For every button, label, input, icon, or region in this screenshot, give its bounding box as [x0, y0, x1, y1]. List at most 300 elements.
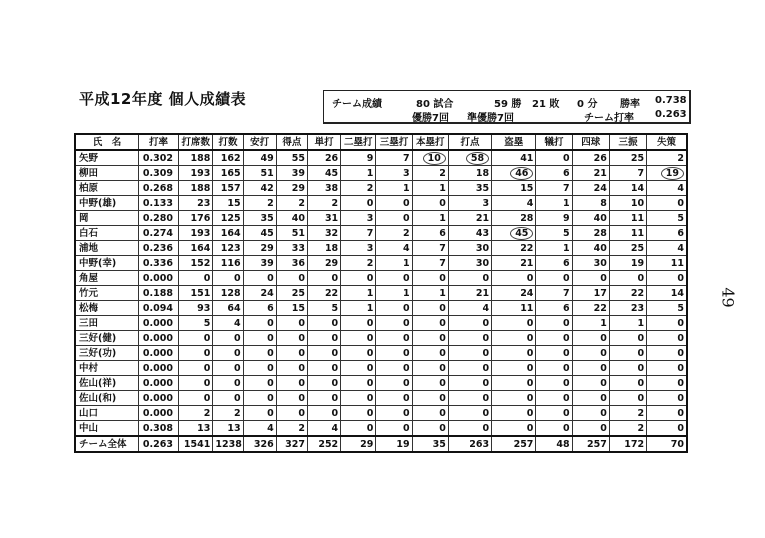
stat-cell: 0 [536, 150, 572, 166]
runner-ups-count: 準優勝7回 [467, 113, 514, 124]
stat-cell: 26 [572, 150, 609, 166]
stat-cell: 0 [572, 361, 609, 376]
stat-cell: 0 [376, 331, 412, 346]
stat-cell: 0.000 [138, 346, 178, 361]
stat-cell: 0 [448, 376, 491, 391]
stat-cell: 0 [276, 331, 307, 346]
player-name-cell: 竹元 [75, 286, 138, 301]
stat-cell: 1541 [179, 436, 213, 452]
stat-cell: 0 [412, 421, 448, 437]
stat-cell: 0 [412, 301, 448, 316]
stat-cell: 43 [448, 226, 491, 241]
stat-cell: 0 [572, 376, 609, 391]
stat-cell: 0 [536, 346, 572, 361]
player-row [75, 226, 687, 241]
stat-cell: 0 [307, 346, 340, 361]
stat-cell: 2 [412, 166, 448, 181]
stat-cell: 36 [276, 256, 307, 271]
stat-cell: 0 [276, 391, 307, 406]
stat-cell: 0 [341, 361, 376, 376]
stat-cell: 23 [179, 196, 213, 211]
stat-cell: 35 [448, 181, 491, 196]
stat-cell: 0 [243, 331, 276, 346]
stat-cell [412, 150, 448, 166]
stat-cell: 0 [448, 391, 491, 406]
stat-cell: 0 [448, 316, 491, 331]
win-rate-label: 勝率 [620, 99, 640, 110]
stat-cell: 42 [243, 181, 276, 196]
stat-cell: 19 [609, 256, 646, 271]
stat-cell: 0 [243, 361, 276, 376]
stat-cell: 0.188 [138, 286, 178, 301]
stat-cell: 0.000 [138, 331, 178, 346]
column-header: 単打 [307, 134, 340, 150]
stat-cell: 24 [572, 181, 609, 196]
stat-cell: 2 [341, 256, 376, 271]
stat-cell: 55 [276, 150, 307, 166]
stat-cell: 0 [376, 301, 412, 316]
stat-cell: 0 [647, 196, 687, 211]
stat-cell: 0 [492, 391, 536, 406]
stat-cell: 0 [412, 376, 448, 391]
page-number: 49 [718, 287, 738, 308]
stat-cell: 0.274 [138, 226, 178, 241]
stat-cell: 0.302 [138, 150, 178, 166]
stat-cell: 0 [213, 361, 243, 376]
player-name-cell: 松梅 [75, 301, 138, 316]
stat-cell: 0 [243, 346, 276, 361]
player-row [75, 331, 687, 346]
stat-cell: 2 [179, 406, 213, 421]
stat-cell: 0 [376, 346, 412, 361]
stat-cell: 0 [179, 391, 213, 406]
stat-cell: 18 [448, 166, 491, 181]
stat-cell: 0 [647, 331, 687, 346]
player-row [75, 391, 687, 406]
player-row [75, 421, 687, 437]
stat-cell: 257 [492, 436, 536, 452]
stat-cell: 13 [179, 421, 213, 437]
stat-cell: 30 [572, 256, 609, 271]
stat-cell: 0 [536, 391, 572, 406]
stat-cell: 0 [341, 331, 376, 346]
stat-cell: 0.268 [138, 181, 178, 196]
stat-cell: 128 [213, 286, 243, 301]
stat-cell: 0 [243, 406, 276, 421]
player-row [75, 181, 687, 196]
stat-cell: 2 [609, 421, 646, 437]
stat-cell: 0 [412, 316, 448, 331]
page-title: 平成12年度 個人成績表 [79, 90, 247, 108]
stat-cell: 0 [213, 271, 243, 286]
stat-cell: 2 [243, 196, 276, 211]
stat-cell: 0 [647, 391, 687, 406]
stat-cell: 5 [536, 226, 572, 241]
player-row [75, 286, 687, 301]
stat-cell: 0 [492, 421, 536, 437]
stat-cell: 21 [448, 286, 491, 301]
stat-cell: 1 [412, 211, 448, 226]
stat-cell: 13 [213, 421, 243, 437]
team-summary-box [323, 90, 691, 124]
stat-cell: 5 [307, 301, 340, 316]
stat-cell: 10 [609, 196, 646, 211]
games-count: 80 試合 [416, 99, 454, 110]
stat-cell: 0 [376, 376, 412, 391]
player-row [75, 271, 687, 286]
stat-cell: 0 [609, 331, 646, 346]
stat-cell: 0 [572, 271, 609, 286]
stat-cell: 0 [412, 391, 448, 406]
stat-cell: 0.263 [138, 436, 178, 452]
draws-count: 0 分 [577, 99, 598, 110]
stat-cell: 0 [647, 271, 687, 286]
stat-cell: 2 [376, 226, 412, 241]
stat-cell: 0 [572, 331, 609, 346]
player-row [75, 376, 687, 391]
column-header: 三塁打 [376, 134, 412, 150]
stat-cell: 25 [609, 150, 646, 166]
stat-cell: 0 [179, 346, 213, 361]
stat-cell: 0 [341, 316, 376, 331]
stat-cell: 0 [492, 406, 536, 421]
stat-cell: 25 [276, 286, 307, 301]
stat-cell: 0 [492, 361, 536, 376]
column-header: 得点 [276, 134, 307, 150]
stat-cell: 193 [179, 166, 213, 181]
stat-cell: 5 [647, 211, 687, 226]
stat-cell: 0.133 [138, 196, 178, 211]
stat-cell: 26 [307, 150, 340, 166]
championships-count: 優勝7回 [412, 113, 449, 124]
stat-cell: 0 [536, 331, 572, 346]
stat-cell: 151 [179, 286, 213, 301]
player-name-cell: 佐山(祥) [75, 376, 138, 391]
stat-cell: 0 [412, 331, 448, 346]
stat-cell: 11 [647, 256, 687, 271]
player-name-cell: 中山 [75, 421, 138, 437]
stat-cell: 0 [341, 196, 376, 211]
stat-cell: 0 [307, 316, 340, 331]
player-name-cell: 浦地 [75, 241, 138, 256]
stat-cell: 2 [307, 196, 340, 211]
stat-cell: 35 [243, 211, 276, 226]
stat-cell: 0 [307, 391, 340, 406]
stat-cell: 9 [341, 150, 376, 166]
stat-cell: 0 [536, 361, 572, 376]
stat-cell: 7 [412, 241, 448, 256]
stat-cell: 0 [448, 406, 491, 421]
stat-cell: 0 [243, 316, 276, 331]
stat-cell: 0.236 [138, 241, 178, 256]
stat-cell: 29 [341, 436, 376, 452]
stat-cell: 11 [609, 211, 646, 226]
circled-value: 45 [510, 227, 533, 240]
stat-cell: 0 [492, 316, 536, 331]
circled-value: 10 [423, 152, 446, 165]
stat-cell: 25 [609, 241, 646, 256]
stat-cell: 4 [647, 241, 687, 256]
stat-cell: 0 [213, 376, 243, 391]
player-row [75, 361, 687, 376]
player-row [75, 150, 687, 166]
stat-cell: 17 [572, 286, 609, 301]
column-header: 打席数 [179, 134, 213, 150]
player-name-cell: 中野(幸) [75, 256, 138, 271]
column-header: 安打 [243, 134, 276, 150]
stat-cell: 15 [213, 196, 243, 211]
stat-cell: 0 [412, 361, 448, 376]
stat-cell: 0 [412, 406, 448, 421]
stat-cell: 28 [492, 211, 536, 226]
player-name-cell: 中野(雄) [75, 196, 138, 211]
stat-cell: 1 [536, 196, 572, 211]
player-name-cell: 矢野 [75, 150, 138, 166]
stat-cell: 1 [572, 316, 609, 331]
stat-cell: 14 [647, 286, 687, 301]
stat-cell: 263 [448, 436, 491, 452]
player-name-cell: 三好(功) [75, 346, 138, 361]
stat-cell: 0 [341, 391, 376, 406]
stat-cell: 0 [572, 406, 609, 421]
stat-cell: 0 [179, 376, 213, 391]
stat-cell: 22 [492, 241, 536, 256]
stat-cell: 0 [609, 346, 646, 361]
stat-cell: 2 [276, 421, 307, 437]
batting-stats-table [74, 133, 688, 453]
stat-cell: 6 [243, 301, 276, 316]
stat-cell: 0 [412, 271, 448, 286]
stat-cell: 0 [609, 361, 646, 376]
stat-cell: 11 [492, 301, 536, 316]
stat-cell: 164 [213, 226, 243, 241]
stat-cell: 0 [376, 406, 412, 421]
stat-cell: 0.000 [138, 391, 178, 406]
team-average-label: チーム打率 [584, 113, 634, 124]
stat-cell: 0 [276, 361, 307, 376]
stat-cell: 33 [276, 241, 307, 256]
stat-cell: 0 [412, 196, 448, 211]
stat-cell: 0 [572, 421, 609, 437]
stat-cell: 19 [376, 436, 412, 452]
stat-cell: 0 [179, 361, 213, 376]
player-name-cell: 山口 [75, 406, 138, 421]
stat-cell: 0 [243, 271, 276, 286]
stat-cell: 6 [536, 301, 572, 316]
stat-cell: 49 [243, 150, 276, 166]
stat-cell: 0 [276, 316, 307, 331]
stat-cell: 0 [492, 346, 536, 361]
stat-cell: 0 [307, 271, 340, 286]
stat-cell: 29 [307, 256, 340, 271]
stat-cell: 28 [572, 226, 609, 241]
player-row [75, 211, 687, 226]
stat-cell: 0 [243, 376, 276, 391]
stat-cell: 0.000 [138, 361, 178, 376]
player-row [75, 346, 687, 361]
stat-cell: 0 [448, 331, 491, 346]
stat-cell: 30 [448, 256, 491, 271]
team-average-value: 0.263 [655, 109, 687, 120]
stat-cell: 7 [341, 226, 376, 241]
stat-cell: 7 [412, 256, 448, 271]
stat-cell: 35 [412, 436, 448, 452]
stat-cell: 0 [376, 361, 412, 376]
column-header: 盗塁 [492, 134, 536, 150]
column-header: 失策 [647, 134, 687, 150]
stat-cell [492, 226, 536, 241]
stat-cell: 0 [243, 391, 276, 406]
stat-cell: 0 [536, 316, 572, 331]
stat-cell: 3 [341, 241, 376, 256]
stat-cell: 1 [376, 181, 412, 196]
player-row [75, 241, 687, 256]
stat-cell: 2 [609, 406, 646, 421]
stat-cell: 22 [307, 286, 340, 301]
stat-cell: 32 [307, 226, 340, 241]
player-name-cell: 柏原 [75, 181, 138, 196]
stat-cell: 0 [341, 406, 376, 421]
stat-cell: 40 [276, 211, 307, 226]
stat-cell: 1 [536, 241, 572, 256]
stat-cell: 125 [213, 211, 243, 226]
stat-cell: 21 [448, 211, 491, 226]
stat-cell: 0 [647, 316, 687, 331]
stat-cell: 51 [243, 166, 276, 181]
stat-cell: 0 [609, 376, 646, 391]
player-row [75, 316, 687, 331]
stat-cell: 257 [572, 436, 609, 452]
stat-cell: 0 [609, 391, 646, 406]
stat-cell: 0 [376, 391, 412, 406]
stat-cell: 14 [609, 181, 646, 196]
stat-cell: 6 [536, 166, 572, 181]
player-name-cell: 岡 [75, 211, 138, 226]
player-name-cell: 佐山(和) [75, 391, 138, 406]
stat-cell: 15 [276, 301, 307, 316]
stat-cell: 0 [341, 271, 376, 286]
win-rate-value: 0.738 [655, 95, 687, 106]
stat-cell: 22 [572, 301, 609, 316]
stat-cell: 0 [307, 331, 340, 346]
stat-cell: 1 [609, 316, 646, 331]
stat-cell: 3 [341, 211, 376, 226]
losses-count: 21 敗 [532, 99, 560, 110]
player-row [75, 301, 687, 316]
player-name-cell: 三好(健) [75, 331, 138, 346]
player-name-cell: チーム全体 [75, 436, 138, 452]
stat-cell: 0.280 [138, 211, 178, 226]
stat-cell: 64 [213, 301, 243, 316]
stat-cell: 0 [647, 346, 687, 361]
stat-cell: 9 [536, 211, 572, 226]
stat-cell [647, 166, 687, 181]
stat-cell: 164 [179, 241, 213, 256]
stat-cell: 0 [213, 331, 243, 346]
stat-cell: 31 [307, 211, 340, 226]
stat-cell: 0 [536, 406, 572, 421]
stat-cell: 0 [341, 376, 376, 391]
stat-cell: 0 [213, 346, 243, 361]
column-header: 三振 [609, 134, 646, 150]
stat-cell: 0.094 [138, 301, 178, 316]
circled-value: 46 [510, 167, 533, 180]
player-name-cell: 三田 [75, 316, 138, 331]
stat-cell: 93 [179, 301, 213, 316]
stat-cell: 39 [243, 256, 276, 271]
stat-cell: 22 [609, 286, 646, 301]
stat-cell: 116 [213, 256, 243, 271]
stat-cell: 0.000 [138, 376, 178, 391]
stat-cell: 0 [341, 346, 376, 361]
stat-cell: 326 [243, 436, 276, 452]
stat-cell: 152 [179, 256, 213, 271]
stat-cell: 7 [376, 150, 412, 166]
player-name-cell: 中村 [75, 361, 138, 376]
stat-cell: 4 [376, 241, 412, 256]
stat-cell [492, 166, 536, 181]
stat-cell: 8 [572, 196, 609, 211]
stat-cell [448, 150, 491, 166]
stat-cell: 23 [609, 301, 646, 316]
stat-cell: 188 [179, 181, 213, 196]
player-row [75, 196, 687, 211]
circled-value: 19 [661, 167, 684, 180]
stat-cell: 0 [376, 211, 412, 226]
stat-cell: 0 [536, 421, 572, 437]
column-header: 打数 [213, 134, 243, 150]
stat-cell: 0 [412, 346, 448, 361]
stat-cell: 70 [647, 436, 687, 452]
circled-value: 58 [466, 152, 489, 165]
stat-cell: 24 [492, 286, 536, 301]
stat-cell: 0 [179, 331, 213, 346]
column-header: 四球 [572, 134, 609, 150]
stat-cell: 0 [276, 271, 307, 286]
stat-cell: 188 [179, 150, 213, 166]
stat-cell: 18 [307, 241, 340, 256]
stat-cell: 29 [243, 241, 276, 256]
stat-cell: 0 [448, 271, 491, 286]
stat-cell: 5 [179, 316, 213, 331]
stat-cell: 30 [448, 241, 491, 256]
stat-cell: 4 [647, 181, 687, 196]
stat-cell: 40 [572, 241, 609, 256]
stat-cell: 327 [276, 436, 307, 452]
stat-cell: 7 [536, 181, 572, 196]
stat-cell: 3 [448, 196, 491, 211]
stat-cell: 2 [341, 181, 376, 196]
stat-cell: 0 [276, 346, 307, 361]
stat-cell: 0 [448, 346, 491, 361]
stat-cell: 0 [276, 376, 307, 391]
stat-cell: 4 [307, 421, 340, 437]
column-header: 打率 [138, 134, 178, 150]
stat-cell: 0 [647, 361, 687, 376]
stat-cell: 0 [179, 271, 213, 286]
stat-cell: 24 [243, 286, 276, 301]
stat-cell: 0 [536, 271, 572, 286]
stat-cell: 0.336 [138, 256, 178, 271]
column-header: 打点 [448, 134, 491, 150]
stat-cell: 0 [307, 406, 340, 421]
stat-cell: 40 [572, 211, 609, 226]
team-total-row [75, 436, 687, 452]
stat-cell: 1 [376, 256, 412, 271]
player-name-cell: 白石 [75, 226, 138, 241]
stat-cell: 123 [213, 241, 243, 256]
stat-cell: 45 [243, 226, 276, 241]
